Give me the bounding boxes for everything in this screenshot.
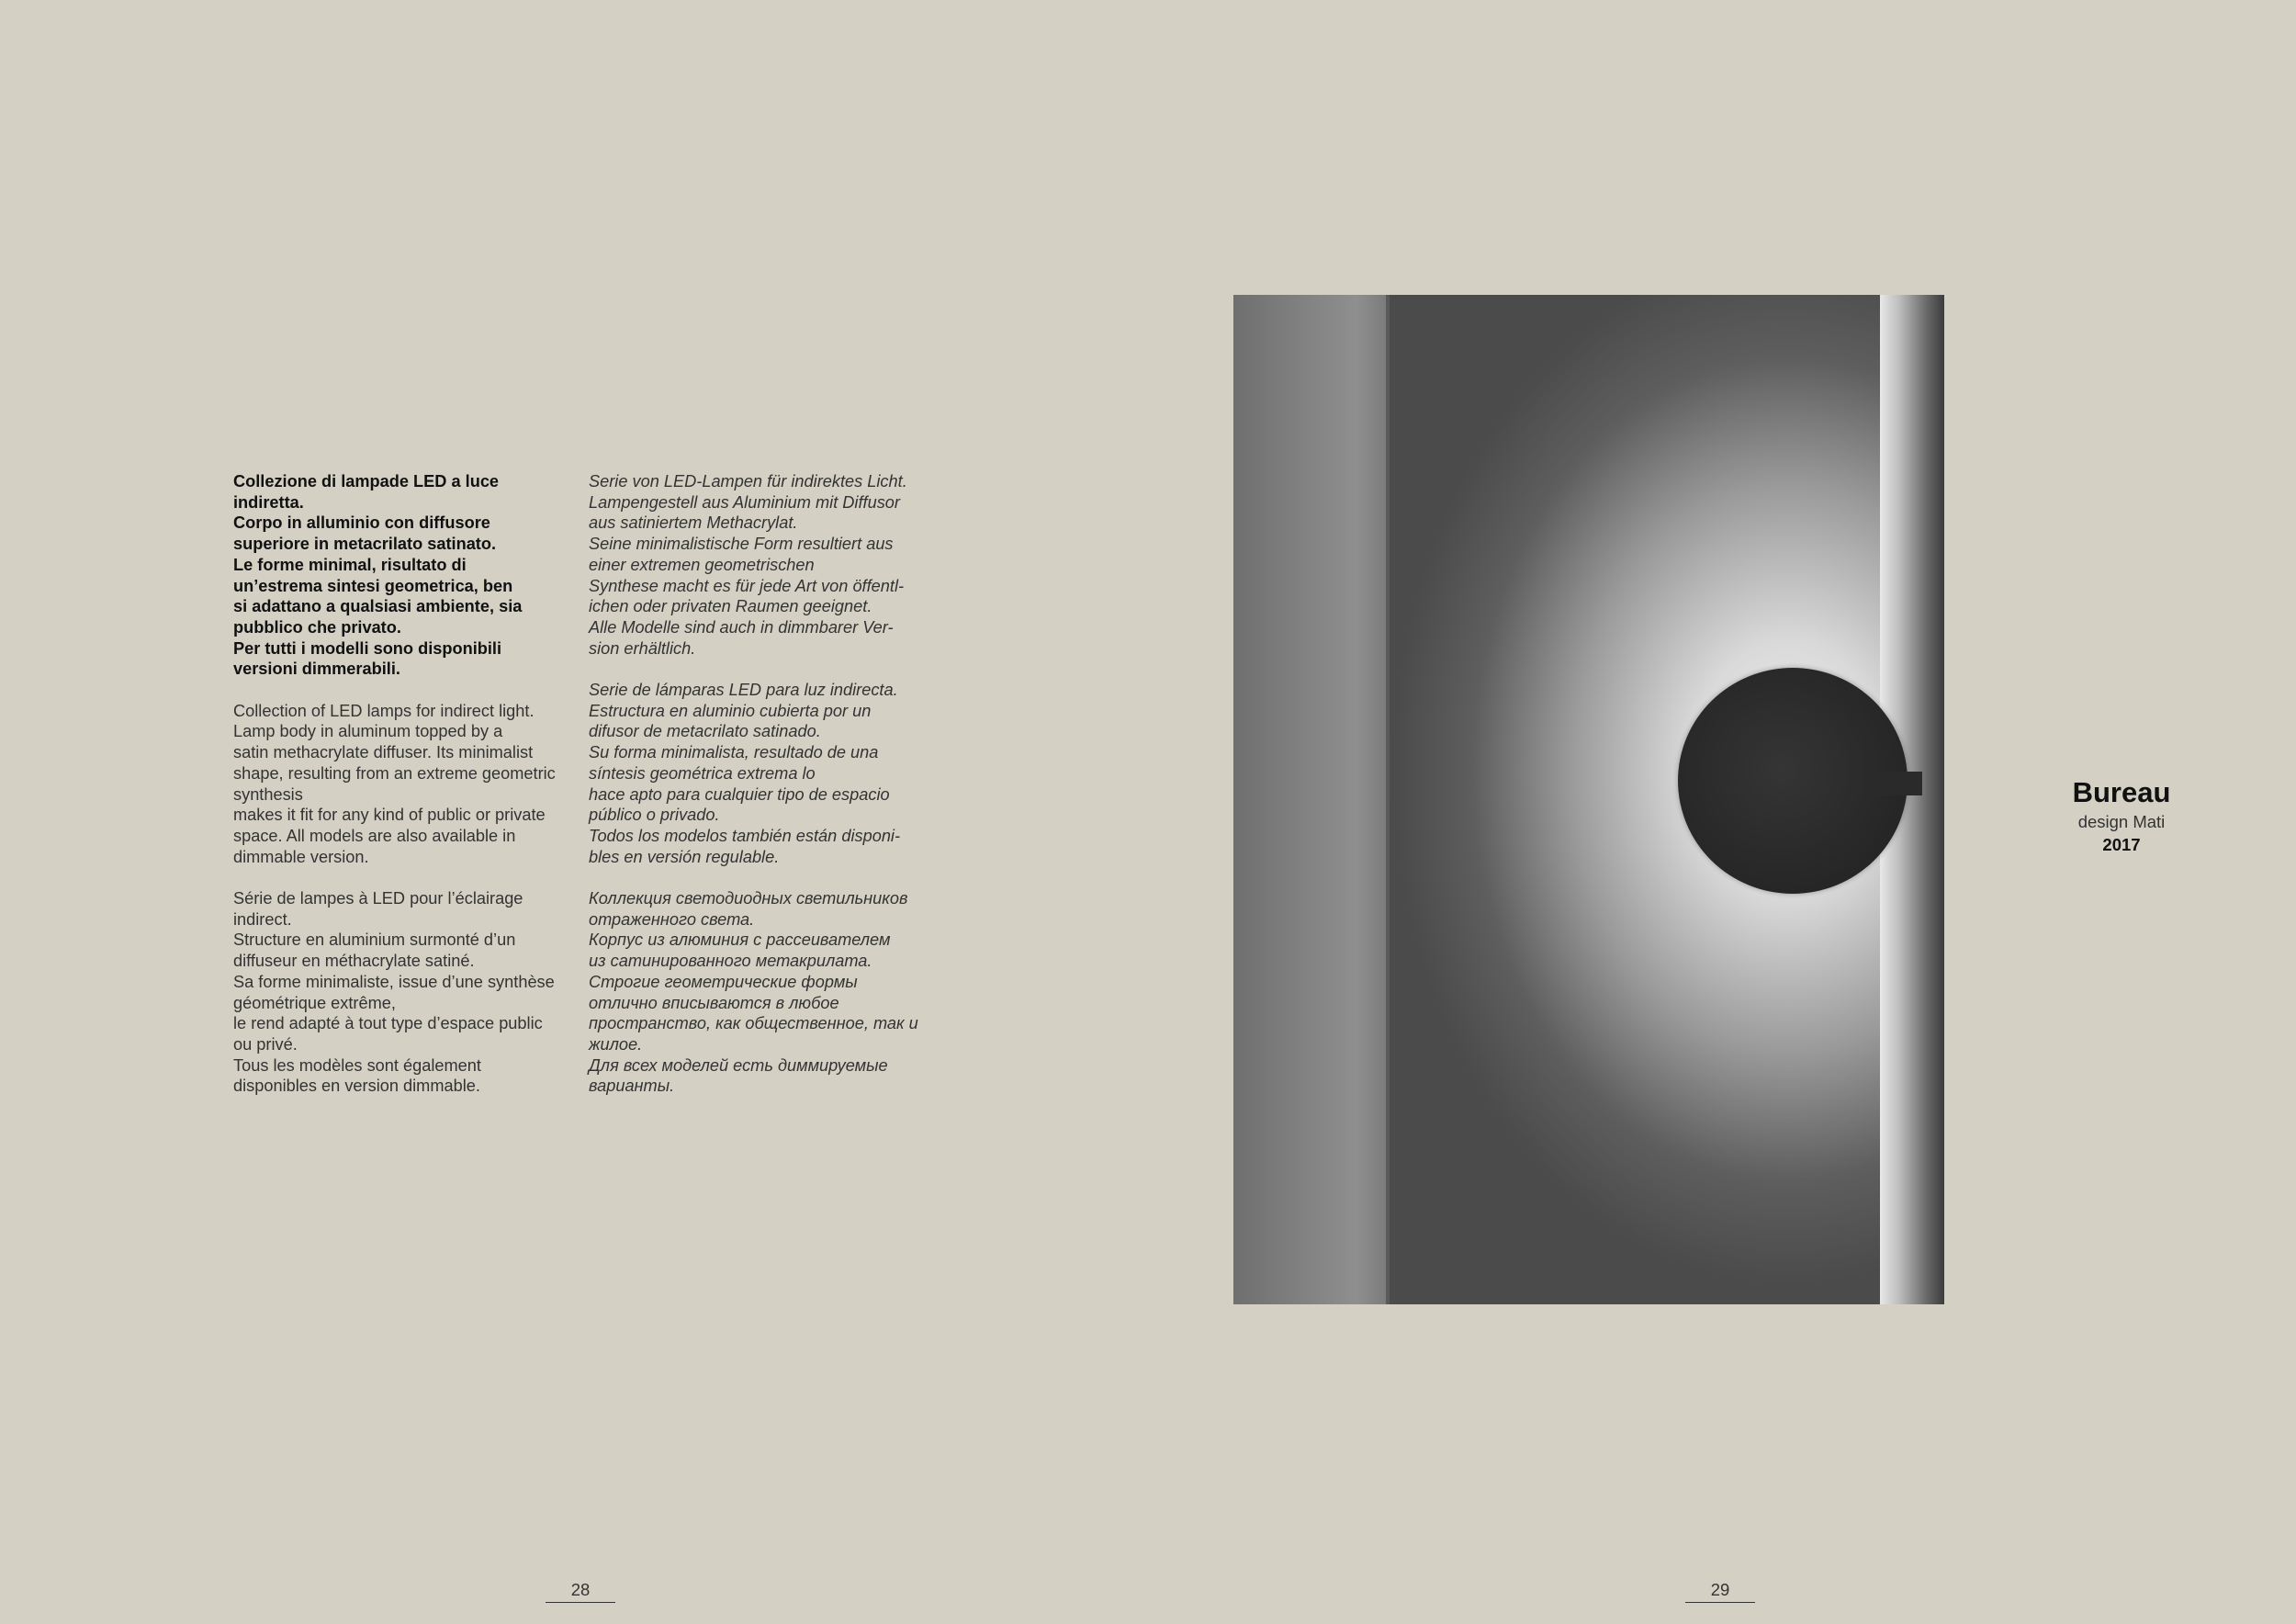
text-line: Estructura en aluminio cubierta por un [589,701,872,720]
text-line: pubblico che privato. [233,617,401,637]
text-line: versioni dimmerabili. [233,660,400,679]
text-line: público o privado. [589,806,720,825]
text-line: Su forma minimalista, resultado de una [589,743,879,762]
product-photo [1233,295,1944,1304]
text-line: bles en versión regulable. [589,847,780,866]
text-line: synthesis [233,784,303,804]
page-number-right: 29 [1685,1580,1755,1603]
text-line: si adattano a qualsiasi ambiente, sia [233,597,523,616]
text-line: superiore in metacrilato satinato. [233,535,497,554]
text-line: жилое. [589,1034,643,1054]
product-title-block [2048,775,2195,856]
text-line: shape, resulting from an extreme geometric [233,763,556,783]
text-line: варианты. [589,1077,675,1096]
paragraph [589,680,929,867]
text-line: Serie von LED-Lampen für indirektes Licht. [589,472,907,491]
text-line: aus satiniertem Methacrylat. [589,513,798,533]
product-name: Bureau [2072,776,2171,808]
text-line: einer extremen geometrischen [589,555,815,574]
text-line: Serie de lámparas LED para luz indirecta. [589,681,898,700]
paragraph [233,471,573,680]
text-line: Alle Modelle sind auch in dimmbarer Ver- [589,617,894,637]
photo-wall-shadow [1233,295,1388,1304]
text-line: diffuseur en méthacrylate satiné. [233,952,475,971]
text-line: hace apto para cualquier tipo de espacio [589,784,890,804]
text-line: makes it fit for any kind of public or private [233,806,546,825]
text-line: dimmable version. [233,847,369,866]
text-line: Todos los modelos también están disponi- [589,826,901,845]
text-line: Lampengestell aus Aluminium mit Diffusor [589,492,900,512]
text-line: Tous les modèles sont également [233,1055,481,1075]
text-line: Per tutti i modelli sono disponibili [233,638,502,658]
paragraph [589,888,929,1097]
text-line: Seine minimalistische Form resultiert aus [589,535,894,554]
text-line: Корпус из алюминия с рассеивателем [589,930,891,950]
product-year: 2017 [2102,835,2141,854]
text-line: Коллекция светодиодных светильников [589,889,908,908]
paragraph [589,471,929,659]
text-line: satin methacrylate diffuser. Its minimalist [233,743,534,762]
text-line: Lamp body in aluminum topped by a [233,722,503,741]
text-line: Structure en aluminium surmonté d’un [233,930,516,950]
text-column-left [233,471,573,1118]
product-designer: design Mati [2077,812,2166,831]
text-line: un’estrema sintesi geometrica, ben [233,576,513,595]
text-column-right [589,471,929,1118]
text-line: ichen oder privaten Raumen geeignet. [589,597,872,616]
text-line: indirect. [233,909,292,929]
text-line: Série de lampes à LED pour l’éclairage [233,889,523,908]
text-line: Collection of LED lamps for indirect light. [233,701,535,720]
text-line: le rend adapté à tout type d’espace public [233,1014,543,1033]
page-number-left: 28 [546,1580,615,1603]
text-line: отлично вписываются в любое [589,993,839,1012]
text-line: Corpo in alluminio con diffusore [233,513,490,533]
lamp-disc [1678,668,1908,894]
text-line: из сатинированного метакрилата. [589,952,872,971]
text-line: géométrique extrême, [233,993,396,1012]
text-line: ou privé. [233,1034,298,1054]
text-line: отраженного света. [589,909,755,929]
paragraph [233,701,573,868]
paragraph [233,888,573,1097]
text-line: disponibles en version dimmable. [233,1077,480,1096]
photo-wall-edge [1386,295,1390,1304]
text-line: Synthese macht es für jede Art von öffentl- [589,576,905,595]
text-line: Le forme minimal, risultato di [233,555,467,574]
text-line: difusor de metacrilato satinado. [589,722,821,741]
text-line: Для всех моделей есть диммируемые [589,1055,888,1075]
text-line: sion erhältlich. [589,638,696,658]
text-line: space. All models are also available in [233,826,516,845]
text-line: Collezione di lampade LED a luce [233,472,500,491]
text-line: пространство, как общественное, так и [589,1014,918,1033]
text-line: Строгие геометрические формы [589,972,858,991]
text-line: Sa forme minimaliste, issue d’une synthèse [233,972,555,991]
text-line: síntesis geométrica extrema lo [589,763,816,783]
lamp-bracket [1874,772,1922,795]
text-line: indiretta. [233,492,304,512]
